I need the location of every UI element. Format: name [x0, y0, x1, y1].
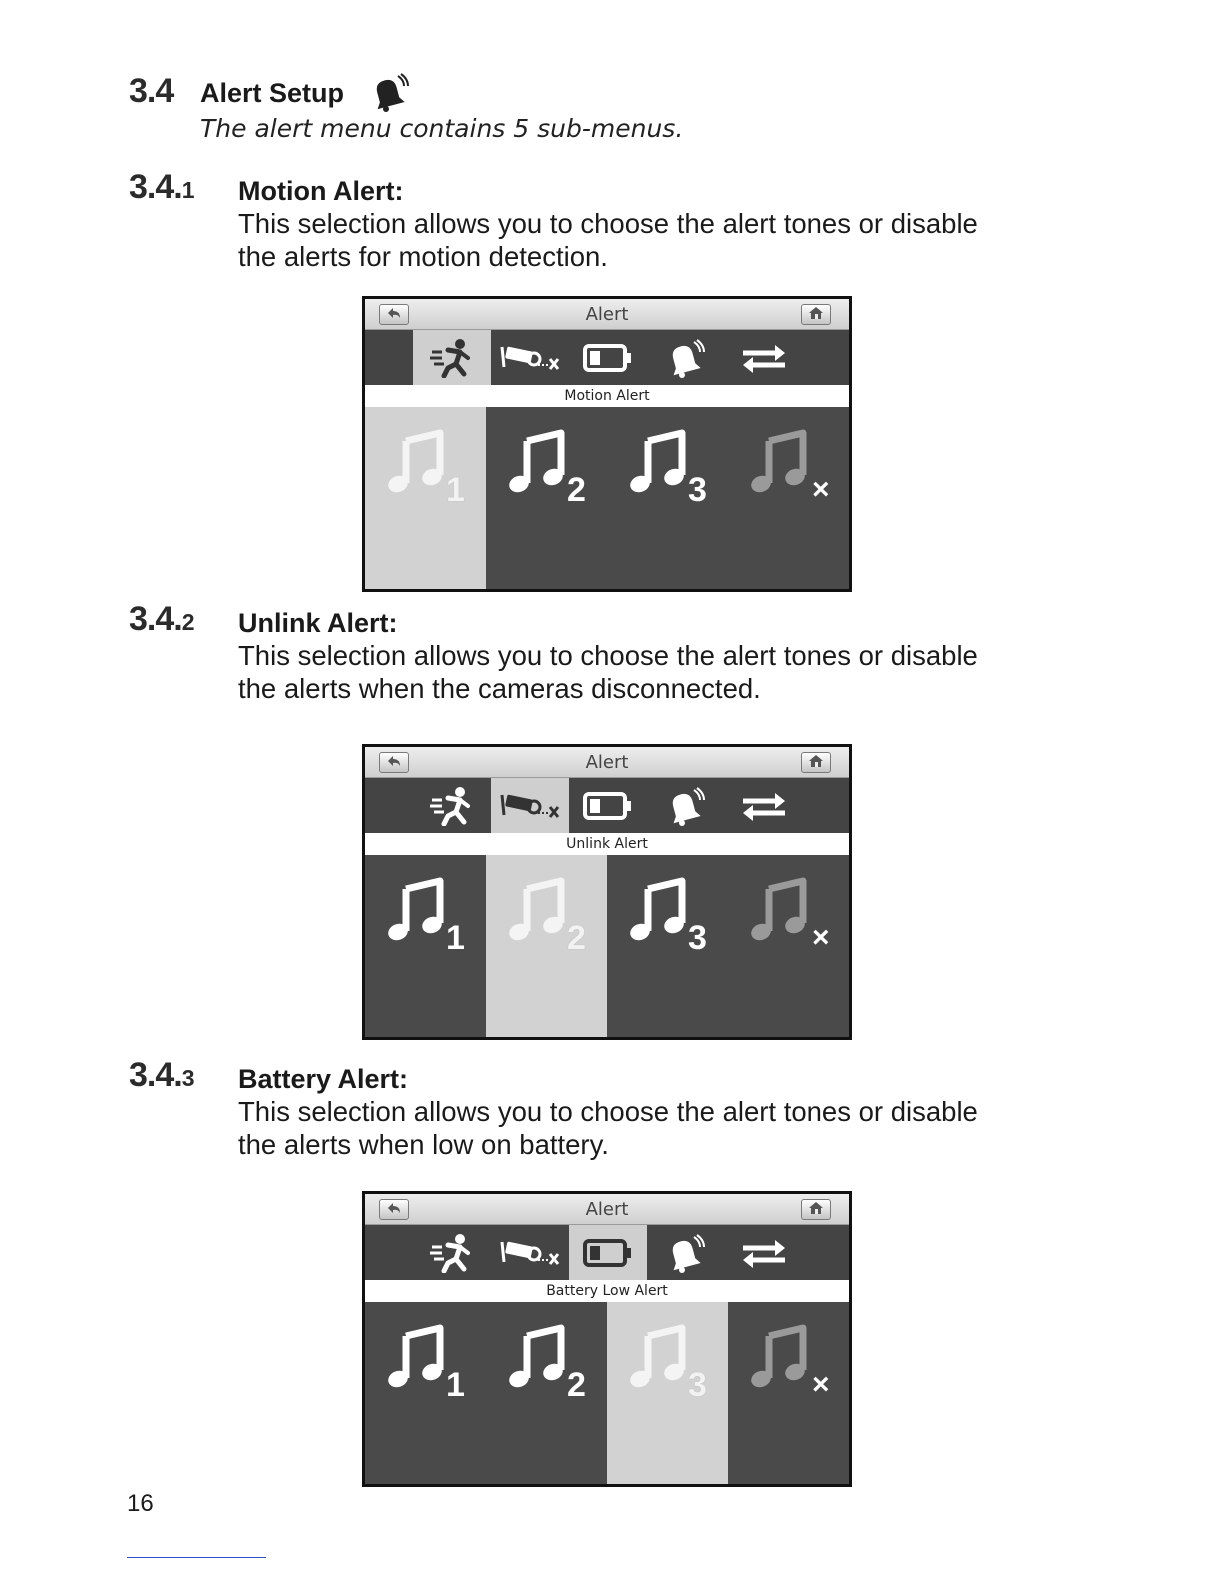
- music-note-icon: [388, 1324, 448, 1394]
- tab-battery[interactable]: [569, 1225, 647, 1280]
- subsection-title: Unlink Alert:: [238, 608, 398, 638]
- home-icon: [808, 307, 824, 319]
- subsection-description-line-2: the alerts when low on battery.: [238, 1129, 609, 1160]
- tab-motion[interactable]: [413, 778, 491, 833]
- device-screen: [362, 296, 852, 592]
- tab-battery[interactable]: [569, 778, 647, 833]
- bell-alert-icon: [666, 1233, 706, 1273]
- subsection-description-line-2: the alerts for motion detection.: [238, 241, 608, 272]
- tab-battery[interactable]: [569, 330, 647, 385]
- music-note-icon: [388, 877, 448, 947]
- home-button[interactable]: [801, 752, 831, 773]
- subsection-number-main: 3.4.: [129, 1056, 182, 1094]
- page-number: 16: [127, 1490, 154, 1517]
- screen-title: Alert: [585, 752, 629, 773]
- tone-label: 2: [567, 471, 586, 509]
- section-number: 3.4: [129, 72, 174, 110]
- subsection-number-main: 3.4.: [129, 600, 182, 638]
- subsection-number-sub: 3: [181, 1065, 195, 1091]
- repeat-icon: [739, 341, 789, 375]
- tab-camera-unlink[interactable]: [491, 1225, 569, 1280]
- tone-option-3[interactable]: [607, 407, 728, 589]
- bell-alert-icon: [666, 786, 706, 826]
- battery-icon: [583, 1238, 633, 1268]
- music-note-icon: [630, 877, 690, 947]
- alert-type-tabs: [365, 330, 849, 385]
- subsection-title: Motion Alert:: [238, 176, 404, 206]
- screen-top-bar: [365, 299, 849, 330]
- tab-repeat[interactable]: [725, 330, 803, 385]
- tone-option-1[interactable]: [365, 1302, 486, 1484]
- music-note-muted-icon: [751, 1324, 811, 1394]
- subsection-number-main: 3.4.: [129, 168, 182, 206]
- music-note-icon: [630, 429, 690, 499]
- tab-bell-alert[interactable]: [647, 778, 725, 833]
- tab-camera-unlink[interactable]: [491, 330, 569, 385]
- subsection-number: [129, 168, 195, 207]
- camera-unlink-icon: [500, 343, 560, 373]
- tab-repeat[interactable]: [725, 778, 803, 833]
- tone-option-4[interactable]: [728, 855, 849, 1037]
- device-screen: [362, 1191, 852, 1487]
- alert-tone-options: [365, 407, 849, 589]
- repeat-icon: [739, 789, 789, 823]
- tone-option-3[interactable]: [607, 855, 728, 1037]
- tab-repeat[interactable]: [725, 1225, 803, 1280]
- tone-option-1[interactable]: [365, 855, 486, 1037]
- tone-label: 3: [688, 1366, 707, 1404]
- tone-label: 1: [446, 471, 465, 509]
- tab-camera-unlink[interactable]: [491, 778, 569, 833]
- tab-bell-alert[interactable]: [647, 330, 725, 385]
- home-button[interactable]: [801, 1199, 831, 1220]
- battery-icon: [583, 343, 633, 373]
- screen-title: Alert: [585, 304, 629, 325]
- alert-type-tabs: [365, 778, 849, 833]
- alert-type-tabs: [365, 1225, 849, 1280]
- tone-option-4[interactable]: [728, 407, 849, 589]
- bell-alert-icon: [370, 72, 410, 117]
- motion-icon: [430, 338, 474, 378]
- camera-unlink-icon: [500, 791, 560, 821]
- motion-icon: [430, 1233, 474, 1273]
- subsection-description-line-1: This selection allows you to choose the alert tones or disable: [238, 208, 978, 239]
- repeat-icon: [739, 1236, 789, 1270]
- tone-option-2[interactable]: [486, 1302, 607, 1484]
- music-note-icon: [509, 1324, 569, 1394]
- subsection-title: Battery Alert:: [238, 1064, 409, 1094]
- bell-alert-icon: [666, 338, 706, 378]
- tone-option-2[interactable]: [486, 407, 607, 589]
- subsection-description-line-1: This selection allows you to choose the alert tones or disable: [238, 640, 978, 671]
- battery-icon: [583, 791, 633, 821]
- screen-title: Alert: [585, 1199, 629, 1220]
- footer-divider: [127, 1557, 266, 1558]
- home-icon: [808, 755, 824, 767]
- tone-option-2[interactable]: [486, 855, 607, 1037]
- tone-option-1[interactable]: [365, 407, 486, 589]
- selected-alert-label: Motion Alert: [365, 385, 849, 407]
- music-note-muted-icon: [751, 877, 811, 947]
- home-button[interactable]: [801, 304, 831, 325]
- tone-label: ×: [812, 1368, 830, 1401]
- section-title: Alert Setup: [200, 78, 345, 108]
- tone-label: ×: [812, 473, 830, 506]
- subsection-number: [129, 600, 195, 639]
- tab-motion[interactable]: [413, 1225, 491, 1280]
- tone-label: 2: [567, 919, 586, 957]
- tone-label: 3: [688, 471, 707, 509]
- music-note-muted-icon: [751, 429, 811, 499]
- tone-option-3[interactable]: [607, 1302, 728, 1484]
- subsection-number-sub: 2: [181, 609, 195, 635]
- camera-unlink-icon: [500, 1238, 560, 1268]
- music-note-icon: [388, 429, 448, 499]
- subsection-description-line-2: the alerts when the cameras disconnected.: [238, 673, 761, 704]
- selected-alert-label: Unlink Alert: [365, 833, 849, 855]
- section-subtitle: The alert menu contains 5 sub-menus.: [200, 114, 684, 143]
- device-screen: [362, 744, 852, 1040]
- tone-label: 3: [688, 919, 707, 957]
- tone-label: ×: [812, 921, 830, 954]
- subsection-description-line-1: This selection allows you to choose the alert tones or disable: [238, 1096, 978, 1127]
- alert-tone-options: [365, 855, 849, 1037]
- selected-alert-label: Battery Low Alert: [365, 1280, 849, 1302]
- tone-label: 1: [446, 1366, 465, 1404]
- tone-option-4[interactable]: [728, 1302, 849, 1484]
- music-note-icon: [509, 429, 569, 499]
- tone-label: 2: [567, 1366, 586, 1404]
- subsection-number-sub: 1: [181, 177, 195, 203]
- motion-icon: [430, 786, 474, 826]
- alert-tone-options: [365, 1302, 849, 1484]
- tab-motion[interactable]: [413, 330, 491, 385]
- screen-top-bar: [365, 747, 849, 778]
- music-note-icon: [509, 877, 569, 947]
- home-icon: [808, 1202, 824, 1214]
- tone-label: 1: [446, 919, 465, 957]
- subsection-number: [129, 1056, 195, 1095]
- music-note-icon: [630, 1324, 690, 1394]
- tab-bell-alert[interactable]: [647, 1225, 725, 1280]
- screen-top-bar: [365, 1194, 849, 1225]
